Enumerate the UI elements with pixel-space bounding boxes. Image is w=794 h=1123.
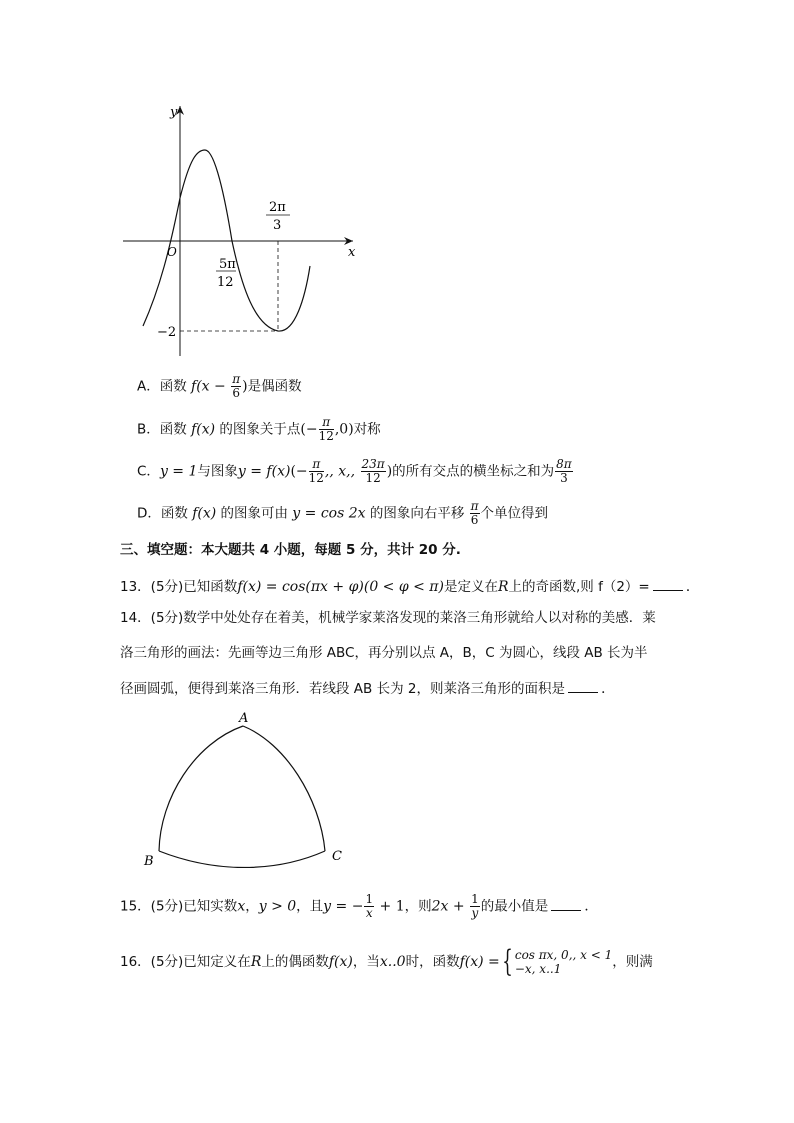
q16-cond: x..0	[379, 954, 406, 970]
option-d-eq: y = cos 2x	[292, 505, 366, 522]
q16-part5: ，则满	[612, 954, 653, 970]
option-a-tail: 是偶函数	[247, 378, 302, 395]
q16-fx: f(x)	[328, 954, 353, 970]
q14-line3: 径画圆弧，便得到莱洛三角形．若线段 AB 长为 2，则莱洛三角形的面积是	[120, 681, 565, 697]
option-c-r-num1: π	[309, 458, 324, 472]
option-b-prefix: B．函数	[137, 421, 192, 438]
option-d	[137, 500, 548, 527]
option-c-range-close: )	[386, 463, 393, 480]
option-c-answer	[555, 458, 573, 485]
q13-answer-blank[interactable]	[653, 576, 683, 591]
q15-eq-lhs: y = −	[323, 898, 364, 915]
option-c-eq2: y = f(x)	[237, 463, 291, 480]
option-a-frac-den: 6	[232, 386, 240, 400]
q16-piecewise	[515, 948, 612, 976]
option-a-fraction	[231, 373, 241, 400]
option-d-frac-den: 6	[470, 513, 479, 527]
option-a-paren-open: (x −	[196, 378, 231, 395]
option-b-paren-close: ,0)	[334, 421, 354, 438]
option-c-r-den2: 12	[365, 471, 381, 485]
option-d-tail: 个单位得到	[480, 505, 549, 522]
q14-line1: 14．(5分)数学中处处存在着美，机械学家莱洛发现的莱洛三角形就给人以对称的美感．莱	[120, 610, 656, 626]
option-c	[137, 458, 574, 485]
zero-tick-numerator: 5π	[219, 257, 236, 272]
q15-end: .	[584, 898, 589, 915]
option-b-frac-num: π	[319, 416, 334, 430]
q15-fraction-2	[470, 893, 480, 920]
option-b	[137, 416, 381, 443]
q13-tail: 上的奇函数,则 f（2）=	[508, 579, 650, 595]
q15-eq-rhs: + 1	[375, 898, 405, 915]
q16-part1: 16．(5分)已知定义在	[120, 954, 251, 970]
q15-cond: y > 0	[258, 898, 297, 915]
option-b-fn: f(x)	[191, 421, 216, 438]
reuleaux-triangle	[135, 708, 355, 868]
q14-line2: 洛三角形的画法：先画等边三角形 ABC，再分别以点 A，B，C 为圆心，线段 AB 长为半	[120, 645, 648, 661]
origin-label: O	[167, 245, 177, 259]
option-c-range-open: (−	[290, 463, 308, 480]
q16-part3: ，当	[352, 954, 380, 970]
option-a-paren-close: )	[242, 378, 248, 395]
q16-brace: {	[502, 944, 513, 979]
reuleaux-arc-bottom	[159, 851, 325, 868]
option-d-frac-num: π	[470, 499, 479, 513]
option-b-mid: 的图象关于点	[215, 421, 301, 438]
q15-part2: ，且	[296, 898, 324, 915]
option-d-fn: f(x)	[192, 505, 217, 522]
q16-lhs: f(x) =	[459, 954, 500, 970]
option-c-range-upper	[361, 458, 386, 485]
option-d-mid2: 的图象向右平移	[365, 505, 469, 522]
option-c-prefix: C．	[137, 463, 160, 480]
option-b-tail: 对称	[353, 421, 381, 438]
option-c-mid2: 的所有交点的横坐标之和为	[392, 463, 555, 480]
zero-tick-denominator: 12	[217, 275, 234, 290]
option-c-ans-num: 8π	[556, 457, 572, 471]
peak-tick-denominator: 3	[273, 218, 282, 233]
q15-f1-den: x	[365, 906, 373, 920]
question-13	[120, 576, 690, 597]
option-b-paren-open: (−	[300, 421, 318, 438]
q15-part3: ，则	[404, 898, 432, 915]
q13-num: 13．(5分)已知函数	[120, 579, 238, 595]
q15-f2-den: y	[471, 906, 479, 920]
q13-R: R	[497, 579, 509, 595]
q15-comma: ，	[245, 898, 259, 915]
question-16	[120, 944, 653, 979]
min-value-label: −2	[157, 325, 177, 340]
q16-part4: 时，函数	[405, 954, 460, 970]
q15-expr: 2x +	[431, 898, 470, 915]
q13-end: .	[685, 579, 691, 595]
reuleaux-arc-left	[159, 726, 243, 851]
x-axis-label: x	[348, 245, 356, 260]
option-a-fn: f	[191, 378, 197, 395]
option-c-range-lower	[309, 458, 324, 485]
q16-part2: 上的偶函数	[261, 954, 329, 970]
vertex-a-label: A	[239, 711, 249, 726]
option-d-fraction	[470, 500, 480, 527]
q15-fraction-1	[364, 893, 374, 920]
option-d-mid1: 的图象可由	[216, 505, 293, 522]
q15-f1-num: 1	[365, 892, 374, 906]
vertex-c-label: C	[332, 849, 342, 864]
reuleaux-arc-right	[243, 726, 325, 851]
option-a-prefix: A．函数	[137, 378, 192, 395]
q15-f2-num: 1	[471, 892, 479, 906]
q16-case1: cos πx, 0,, x < 1	[514, 948, 613, 962]
option-c-range-mid: ,, x,,	[324, 463, 360, 480]
function-graph	[115, 98, 375, 360]
question-15	[120, 893, 589, 920]
option-c-r-num2: 23π	[361, 457, 385, 471]
option-a-frac-num: π	[232, 372, 241, 386]
option-d-prefix: D．函数	[137, 505, 193, 522]
section-title: 三、填空题：本大题共 4 小题，每题 5 分，共计 20 分.	[120, 542, 461, 558]
peak-tick-numerator: 2π	[269, 200, 286, 215]
q13-mid: 是定义在	[443, 579, 498, 595]
option-c-r-den1: 12	[308, 471, 324, 485]
option-b-fraction	[319, 416, 334, 443]
q15-x: x	[237, 898, 246, 915]
q16-case2: −x, x..1	[514, 962, 562, 976]
q14-answer-blank[interactable]	[568, 678, 598, 693]
option-c-ans-den: 3	[560, 471, 568, 485]
q15-part4: 的最小值是	[480, 898, 549, 915]
y-axis-label: y	[170, 105, 178, 120]
q14-end: .	[600, 681, 606, 697]
q14-line3-row	[120, 678, 605, 699]
option-c-eq1: y = 1	[159, 463, 198, 480]
q15-part1: 15．(5分)已知实数	[120, 898, 238, 915]
q15-answer-blank[interactable]	[551, 896, 581, 911]
option-a	[137, 373, 302, 400]
q16-R: R	[250, 954, 262, 970]
vertex-b-label: B	[144, 854, 154, 868]
option-b-frac-den: 12	[318, 429, 334, 443]
option-c-mid1: 与图象	[197, 463, 238, 480]
q13-expr: f(x) = cos(πx + φ)(0 < φ < π)	[237, 579, 444, 595]
